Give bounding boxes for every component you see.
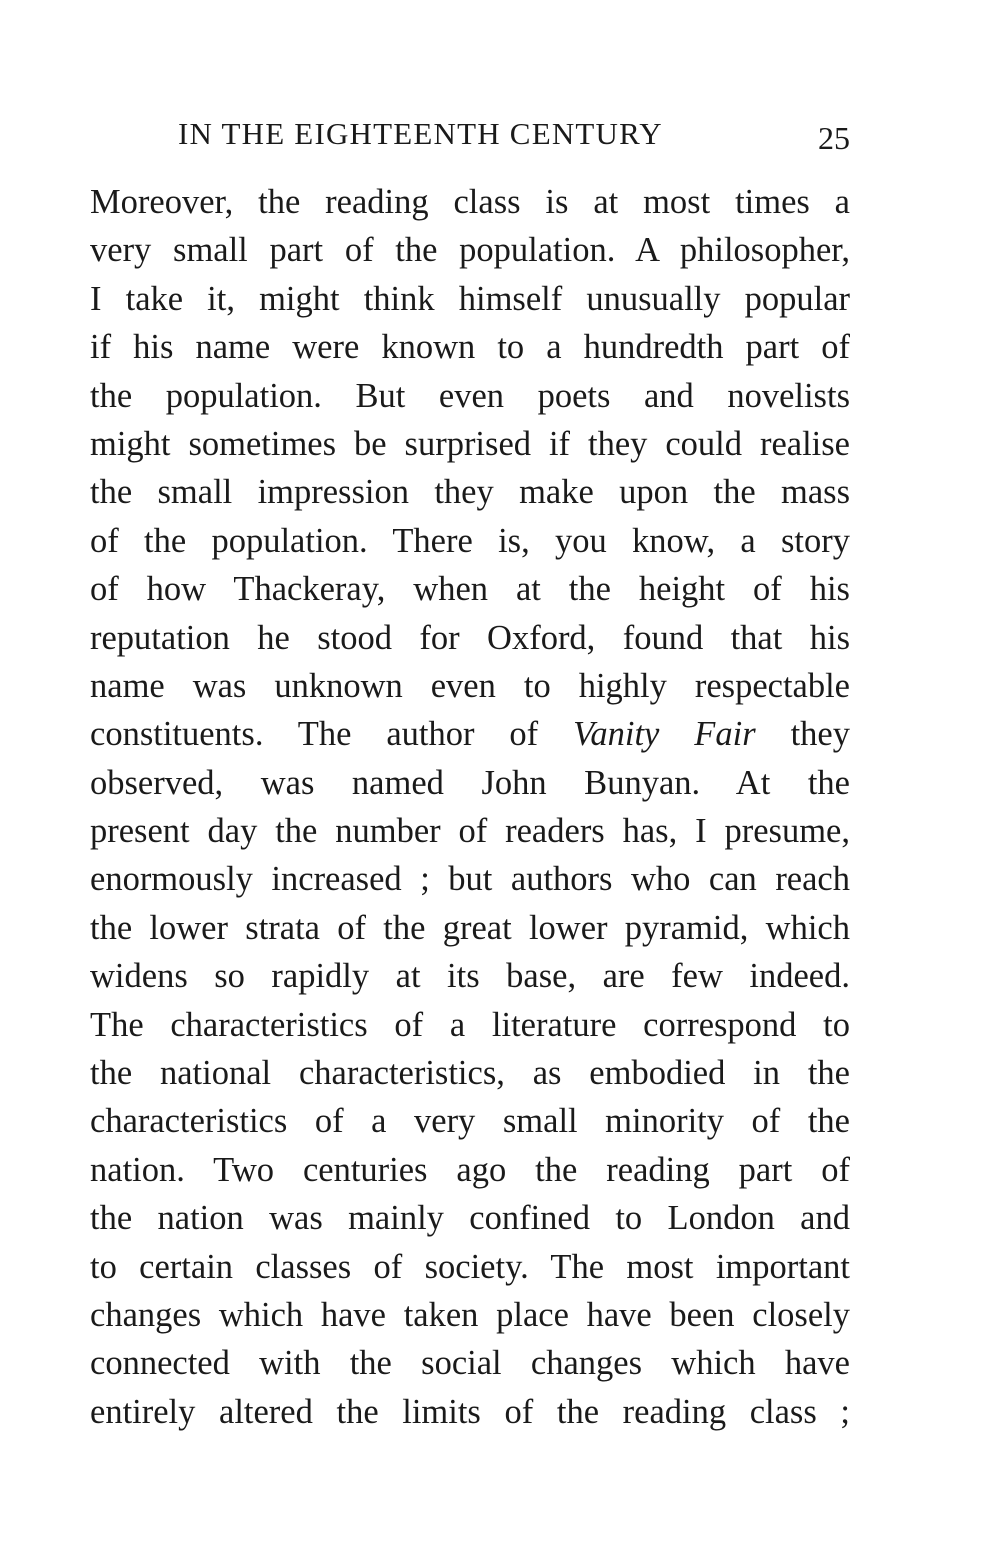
text-line: very small part of the population. A philosopher, — [90, 231, 850, 270]
text-line: The characteristics of a literature correspond to — [90, 1005, 850, 1044]
text-line: widens so rapidly at its base, are few indeed. — [90, 957, 850, 996]
text-line: of the population. There is, you know, a story — [90, 521, 850, 560]
book-title: Vanity Fair — [573, 715, 756, 754]
text-line-with-title — [90, 710, 850, 758]
text-line: the small impression they make upon the mass — [90, 473, 850, 512]
text-line: of how Thackeray, when at the height of his — [90, 570, 850, 609]
text-line: reputation he stood for Oxford, found that his — [90, 618, 850, 657]
text-line: name was unknown even to highly respectable — [90, 666, 850, 705]
text-line: the population. But even poets and novelists — [90, 376, 850, 415]
text-line: connected with the social changes which have — [90, 1344, 850, 1383]
text-line: characteristics of a very small minority of the — [90, 1102, 850, 1141]
body-text — [90, 178, 850, 1436]
text-segment: they — [790, 715, 850, 754]
text-line: the nation was mainly confined to London and — [90, 1199, 850, 1238]
text-line: to certain classes of society. The most important — [90, 1247, 850, 1286]
text-line: nation. Two centuries ago the reading part of — [90, 1150, 850, 1189]
running-title: IN THE EIGHTEENTH CENTURY — [178, 116, 663, 151]
text-line: changes which have taken place have been closely — [90, 1295, 850, 1334]
text-segment: constituents. The author of — [90, 715, 539, 754]
text-line: the lower strata of the great lower pyramid, which — [90, 908, 850, 947]
text-line: if his name were known to a hundredth part of — [90, 328, 850, 367]
running-head — [178, 112, 850, 156]
text-line: observed, was named John Bunyan. At the — [90, 763, 850, 802]
text-line: enormously increased ; but authors who can reach — [90, 860, 850, 899]
text-line: the national characteristics, as embodied in the — [90, 1054, 850, 1093]
text-line: I take it, might think himself unusually popular — [90, 279, 850, 318]
text-line: Moreover, the reading class is at most times a — [90, 183, 850, 221]
page-number: 25 — [818, 120, 850, 156]
text-line: present day the number of readers has, I presume, — [90, 812, 850, 851]
text-line: entirely altered the limits of the reading class ; — [90, 1392, 850, 1431]
text-line: might sometimes be surprised if they could realise — [90, 424, 850, 463]
